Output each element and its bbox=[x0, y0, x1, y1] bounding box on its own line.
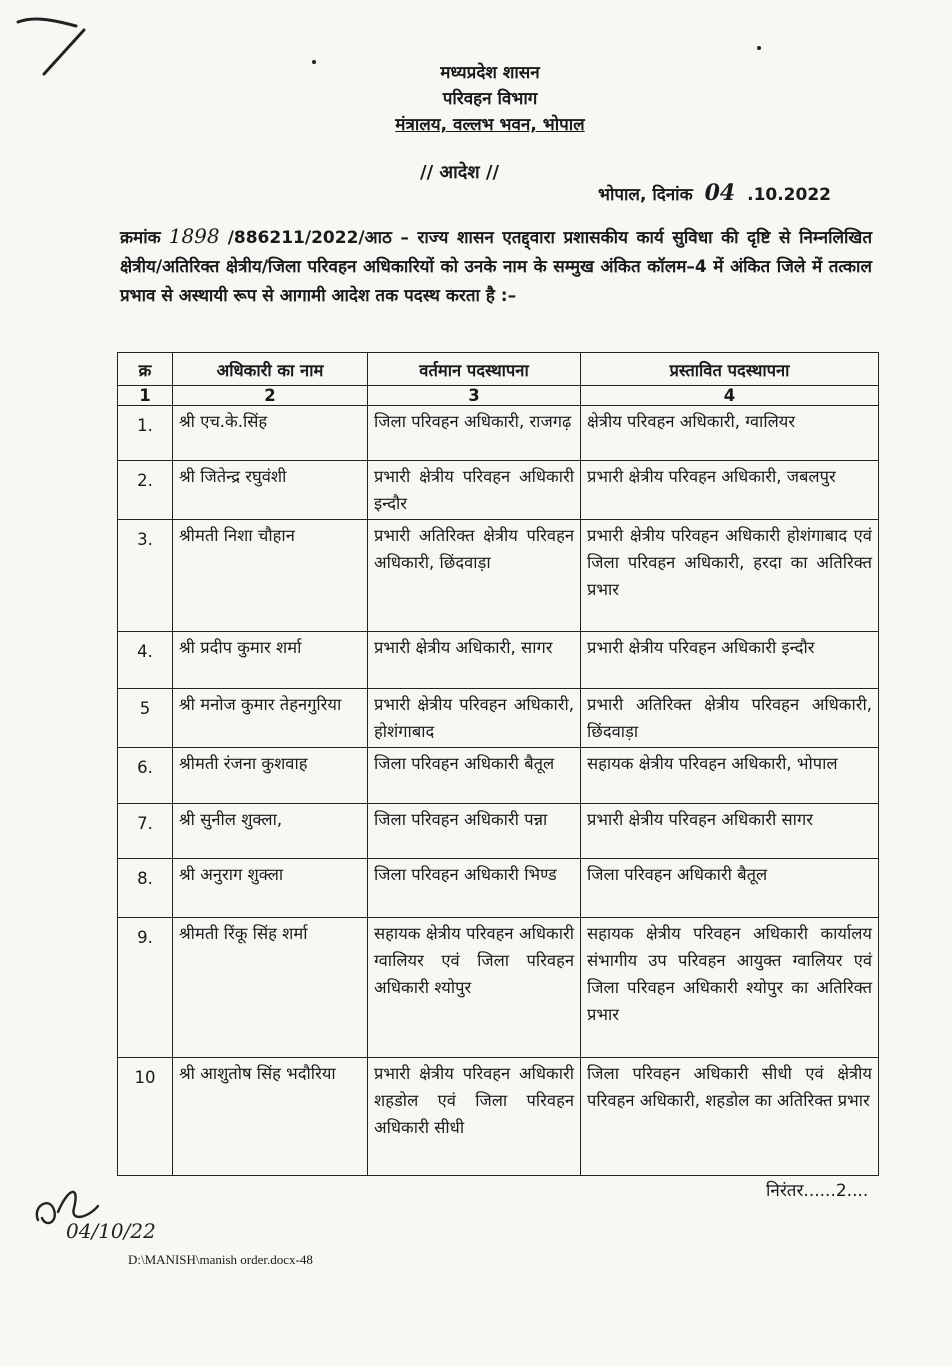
order-number-handwritten: 1898 bbox=[168, 224, 220, 248]
scan-speck bbox=[757, 46, 761, 50]
table-header-row bbox=[118, 353, 879, 386]
current-posting: प्रभारी क्षेत्रीय अधिकारी, सागर bbox=[368, 632, 581, 689]
file-path-footer: D:\MANISH\manish order.docx-48 bbox=[128, 1252, 313, 1267]
date-day-handwritten: 04 bbox=[704, 180, 736, 206]
row-sn: 2. bbox=[118, 461, 173, 520]
col-number: 1 bbox=[118, 386, 173, 406]
table-row bbox=[118, 520, 879, 632]
table-row bbox=[118, 461, 879, 520]
table-row bbox=[118, 632, 879, 689]
officer-name: श्री मनोज कुमार तेहनगुरिया bbox=[173, 689, 368, 748]
govt-name: मध्यप्रदेश शासन bbox=[440, 63, 540, 83]
column-number-row bbox=[118, 386, 879, 406]
office-address: मंत्रालय, वल्लभ भवन, भोपाल bbox=[395, 115, 585, 135]
row-sn: 3. bbox=[118, 520, 173, 632]
officer-name: श्रीमती रिंकू सिंह शर्मा bbox=[173, 918, 368, 1058]
continued-marker: निरंतर......2.... bbox=[766, 1181, 869, 1201]
order-date bbox=[598, 180, 831, 206]
proposed-posting: सहायक क्षेत्रीय परिवहन अधिकारी, भोपाल bbox=[581, 748, 879, 804]
row-sn: 4. bbox=[118, 632, 173, 689]
order-title: // आदेश // bbox=[420, 162, 500, 183]
current-posting: सहायक क्षेत्रीय परिवहन अधिकारी ग्वालियर एवं जिला परिवहन अधिकारी श्योपुर bbox=[368, 918, 581, 1058]
table-row bbox=[118, 689, 879, 748]
proposed-posting: प्रभारी क्षेत्रीय परिवहन अधिकारी सागर bbox=[581, 804, 879, 859]
officer-name: श्री सुनील शुक्ला, bbox=[173, 804, 368, 859]
proposed-posting: क्षेत्रीय परिवहन अधिकारी, ग्वालियर bbox=[581, 406, 879, 461]
col-header-name: अधिकारी का नाम bbox=[173, 353, 368, 386]
proposed-posting: प्रभारी क्षेत्रीय परिवहन अधिकारी इन्दौर bbox=[581, 632, 879, 689]
table-row bbox=[118, 918, 879, 1058]
transfer-table bbox=[117, 352, 879, 1176]
scan-speck bbox=[312, 60, 316, 64]
officer-name: श्रीमती निशा चौहान bbox=[173, 520, 368, 632]
proposed-posting: जिला परिवहन अधिकारी बैतूल bbox=[581, 859, 879, 918]
department-name: परिवहन विभाग bbox=[442, 89, 538, 109]
current-posting: जिला परिवहन अधिकारी, राजगढ़ bbox=[368, 406, 581, 461]
officer-name: श्री प्रदीप कुमार शर्मा bbox=[173, 632, 368, 689]
current-posting: प्रभारी क्षेत्रीय परिवहन अधिकारी, होशंगाबाद bbox=[368, 689, 581, 748]
row-sn: 8. bbox=[118, 859, 173, 918]
officer-name: श्री जितेन्द्र रघुवंशी bbox=[173, 461, 368, 520]
row-sn: 1. bbox=[118, 406, 173, 461]
col-number: 3 bbox=[368, 386, 581, 406]
row-sn: 6. bbox=[118, 748, 173, 804]
current-posting: जिला परिवहन अधिकारी बैतूल bbox=[368, 748, 581, 804]
row-sn: 9. bbox=[118, 918, 173, 1058]
row-sn: 5 bbox=[118, 689, 173, 748]
current-posting: प्रभारी अतिरिक्त क्षेत्रीय परिवहन अधिकारी, छिंदवाड़ा bbox=[368, 520, 581, 632]
col-header-sn: क्र bbox=[118, 353, 173, 386]
order-number-label: क्रमांक bbox=[120, 228, 161, 248]
current-posting: जिला परिवहन अधिकारी पन्ना bbox=[368, 804, 581, 859]
table-row bbox=[118, 748, 879, 804]
table-row bbox=[118, 859, 879, 918]
handwritten-signature bbox=[28, 1178, 198, 1248]
proposed-posting: प्रभारी क्षेत्रीय परिवहन अधिकारी होशंगाबाद एवं जिला परिवहन अधिकारी, हरदा का अतिरिक्त प्रभार bbox=[581, 520, 879, 632]
proposed-posting: प्रभारी क्षेत्रीय परिवहन अधिकारी, जबलपुर bbox=[581, 461, 879, 520]
officer-name: श्री आशुतोष सिंह भदौरिया bbox=[173, 1058, 368, 1176]
table-row bbox=[118, 406, 879, 461]
current-posting: प्रभारी क्षेत्रीय परिवहन अधिकारी इन्दौर bbox=[368, 461, 581, 520]
date-suffix: .10.2022 bbox=[747, 185, 831, 205]
date-prefix: भोपाल, दिनांक bbox=[598, 185, 693, 205]
pen-stroke-mark bbox=[14, 8, 94, 78]
current-posting: जिला परिवहन अधिकारी भिण्ड bbox=[368, 859, 581, 918]
proposed-posting: सहायक क्षेत्रीय परिवहन अधिकारी कार्यालय संभागीय उप परिवहन आयुक्त ग्वालियर एवं जिला परिवहन अधिकारी श्योपुर का अतिरिक्त प्रभार bbox=[581, 918, 879, 1058]
col-number: 2 bbox=[173, 386, 368, 406]
row-sn: 7. bbox=[118, 804, 173, 859]
col-number: 4 bbox=[581, 386, 879, 406]
order-intro-paragraph bbox=[120, 222, 872, 311]
officer-name: श्री एच.के.सिंह bbox=[173, 406, 368, 461]
col-header-current: वर्तमान पदस्थापना bbox=[368, 353, 581, 386]
order-intro-text: /886211/2022/आठ – राज्य शासन एतद्द्वारा प्रशासकीय कार्य सुविधा की दृष्टि से निम्नलिखित क्षेत्रीय/अतिरिक्त क्षेत्रीय/जिला परिवहन अधिकारियों को उनके नाम के सम्मुख अंकित कॉलम–4 में अंकित जिले में तत्काल प्रभाव से अस्थायी रूप से आगामी आदेश तक पदस्थ करता है :– bbox=[120, 228, 873, 306]
officer-name: श्री अनुराग शुक्ला bbox=[173, 859, 368, 918]
signature-date: 04/10/22 bbox=[66, 1219, 156, 1243]
table-row bbox=[118, 804, 879, 859]
proposed-posting: प्रभारी अतिरिक्त क्षेत्रीय परिवहन अधिकारी, छिंदवाड़ा bbox=[581, 689, 879, 748]
col-header-proposed: प्रस्तावित पदस्थापना bbox=[581, 353, 879, 386]
row-sn: 10 bbox=[118, 1058, 173, 1176]
table-row bbox=[118, 1058, 879, 1176]
current-posting: प्रभारी क्षेत्रीय परिवहन अधिकारी शहडोल एवं जिला परिवहन अधिकारी सीधी bbox=[368, 1058, 581, 1176]
proposed-posting: जिला परिवहन अधिकारी सीधी एवं क्षेत्रीय परिवहन अधिकारी, शहडोल का अतिरिक्त प्रभार bbox=[581, 1058, 879, 1176]
officer-name: श्रीमती रंजना कुशवाह bbox=[173, 748, 368, 804]
